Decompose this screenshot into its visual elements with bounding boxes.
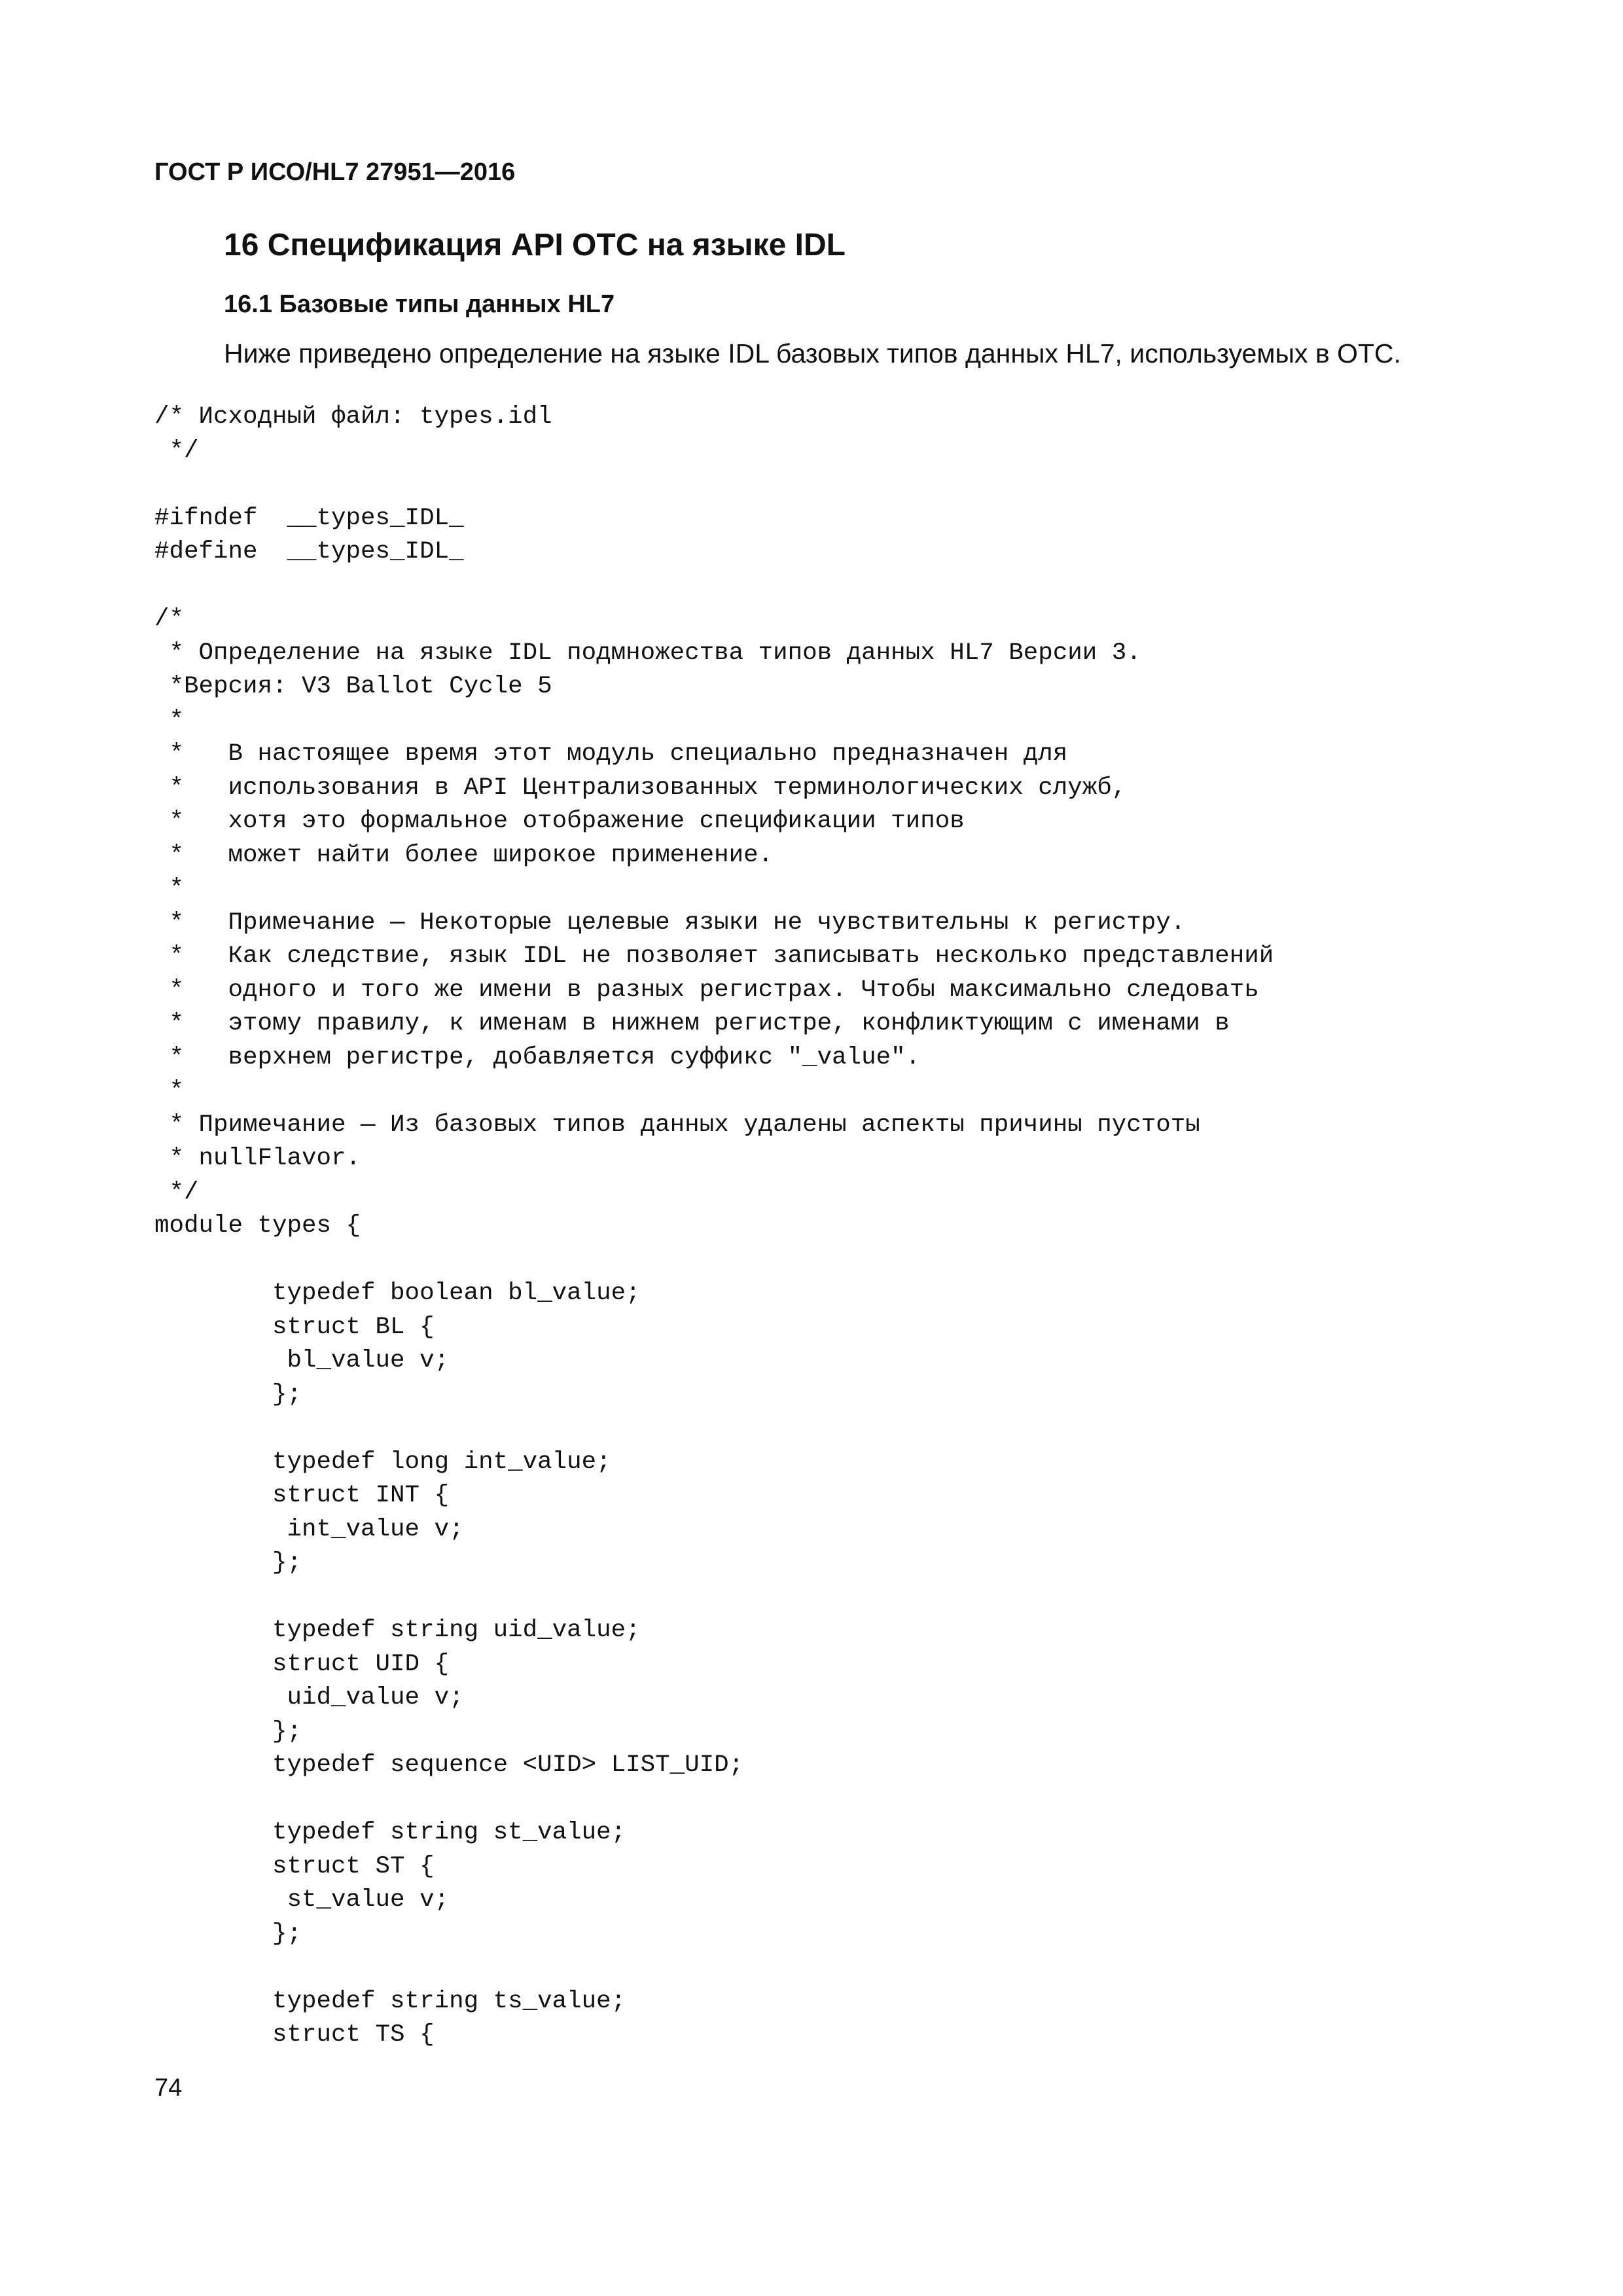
intro-paragraph: Ниже приведено определение на языке IDL базовых типов данных HL7, используемых в OTC. [224,338,1401,368]
code-line [154,1951,1274,1985]
code-line: * [154,706,185,734]
code-line: */ [154,1178,199,1206]
code-line: module types { [154,1212,361,1240]
code-line: struct TS { [154,2021,435,2049]
document-header-code: ГОСТ Р ИСО/HL7 27951—2016 [154,158,516,186]
code-line: uid_value v; [154,1684,464,1712]
code-line: * Как следствие, язык IDL не позволяет записывать несколько представлений [154,942,1274,970]
code-line: typedef string st_value; [154,1819,626,1846]
code-line: }; [154,1380,302,1408]
section-title: 16 Спецификация API OTC на языке IDL [224,228,846,262]
code-line [154,468,1274,502]
code-line: */ [154,437,199,465]
subsection-title: 16.1 Базовые типы данных HL7 [224,291,615,318]
code-line: #ifndef __types_IDL_ [154,504,464,532]
code-line: typedef string uid_value; [154,1617,641,1644]
code-line [154,1581,1274,1615]
code-line [154,1783,1274,1817]
code-line: * [154,1077,185,1105]
code-line: }; [154,1920,302,1948]
code-line: struct BL { [154,1313,435,1341]
code-line: }; [154,1717,302,1746]
code-line: * Определение на языке IDL подмножества типов данных HL7 Версии 3. [154,639,1141,667]
code-line: typedef long int_value; [154,1448,611,1476]
code-line: }; [154,1549,302,1577]
code-line: #define __types_IDL_ [154,538,464,565]
code-line [154,1412,1274,1446]
code-line: * верхнем регистре, добавляется суффикс "_value". [154,1043,921,1071]
code-line: * [154,875,185,903]
code-line: /* Исходный файл: types.idl [154,403,552,431]
code-line: * nullFlavor. [154,1145,361,1172]
code-line: /* [154,605,185,633]
code-line: * хотя это формальное отображение спецификации типов [154,808,965,835]
code-line: typedef boolean bl_value; [154,1280,641,1307]
code-line: * может найти более широкое применение. [154,841,774,869]
code-line: * этому правилу, к именам в нижнем регистре, конфликтующим с именами в [154,1010,1230,1037]
code-line: * Примечание — Из базовых типов данных удалены аспекты причины пустоты [154,1111,1200,1139]
code-line: * использования в API Централизованных терминологических служб, [154,774,1127,802]
code-line: * В настоящее время этот модуль специально предназначен для [154,740,1068,768]
code-line: struct ST { [154,1852,435,1880]
code-line: struct UID { [154,1650,450,1678]
code-line: * одного и того же имени в разных регистрах. Чтобы максимально следовать [154,976,1259,1004]
code-line: typedef sequence <UID> LIST_UID; [154,1751,744,1779]
code-line: *Версия: V3 Ballot Cycle 5 [154,673,552,700]
code-line: int_value v; [154,1515,464,1543]
code-line [154,569,1274,603]
code-line: typedef string ts_value; [154,1987,626,2015]
page-number: 74 [154,2074,183,2102]
code-line: * Примечание — Некоторые целевые языки не чувствительны к регистру. [154,908,1186,937]
code-line: struct INT { [154,1482,450,1509]
idl-code-block [154,401,1274,2053]
code-line: bl_value v; [154,1347,450,1374]
code-line [154,1244,1274,1278]
code-line: st_value v; [154,1886,450,1914]
